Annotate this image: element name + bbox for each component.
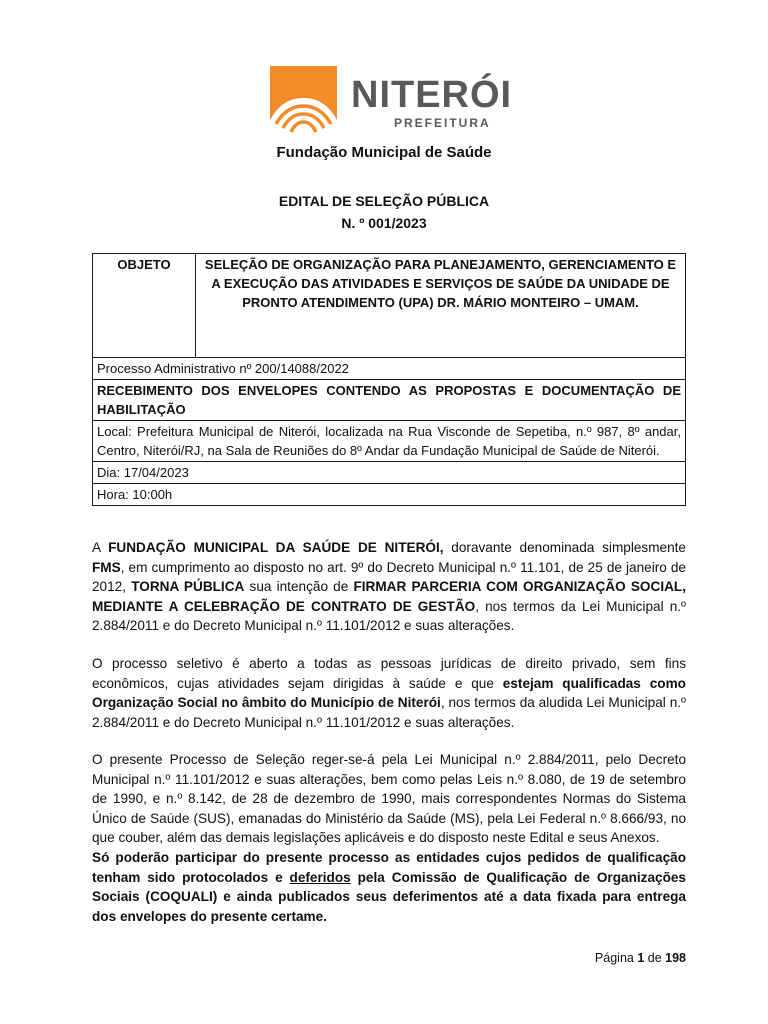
paragraph-legislation <box>92 750 686 926</box>
edital-number: N. º 001/2023 <box>341 215 427 231</box>
processo-row <box>93 358 686 380</box>
dia-row <box>93 462 686 484</box>
p3-text-1: O presente Processo de Seleção reger-se-á pela Lei Municipal n.º 2.884/2011, pelo Decreto Municipal n.º 11.101/2012 e suas alterações, bem como pelas Leis n.º 8.080, de 19 de setembro de 1990, e n.º 8.142, de 28 de dezembro de 1990, mais correspondentes Normas do Sistema Único de Saúde (SUS), emanadas do Ministério da Saúde (MS), pela Lei Federal n.º 8.666/93, no que couber, além das demais legislações aplicáveis e do disposto neste Edital e seus Anexos. <box>92 752 686 846</box>
hora-cell: Hora: 10:00h <box>93 484 686 506</box>
p1-text-4: sua intenção de <box>244 579 354 595</box>
dia-cell: Dia: 17/04/2023 <box>93 462 686 484</box>
p2-bold-qualificadas: estejam qualificadas como Organização Social no âmbito do Município de Niterói <box>92 675 686 711</box>
hora-row <box>93 484 686 506</box>
local-row <box>93 421 686 462</box>
p3-bold-1: Só poderão participar do presente processo as entidades cujos pedidos de qualificação tenham sido protocolados e <box>92 849 686 885</box>
objeto-label: OBJETO <box>93 254 196 358</box>
paragraph-intro <box>92 538 686 636</box>
foundation-name: Fundação Municipal de Saúde <box>276 144 492 161</box>
edital-info-table <box>92 253 686 506</box>
objeto-text: SELEÇÃO DE ORGANIZAÇÃO PARA PLANEJAMENTO, GERENCIAMENTO E A EXECUÇÃO DAS ATIVIDADES E SERVIÇOS DE SAÚDE DA UNIDADE DE PRONTO ATENDIMENTO (UPA) DR. MÁRIO MONTEIRO – UMAM. <box>196 254 686 358</box>
p2-text-1: O processo seletivo é aberto a todas as pessoas jurídicas de direito privado, sem fins econômicos, cujas atividades sejam dirigidas à saúde e que <box>92 656 686 691</box>
logo-name: NITERÓI <box>351 74 513 116</box>
paragraph-eligibility <box>92 654 686 732</box>
p1-text-3: , em cumprimento ao disposto no art. 9º do Decreto Municipal n.º 11.101, de 25 de janeiro de 2012, <box>92 559 686 595</box>
p3-bold-2: pela Comissão de Qualificação de Organizações Sociais (COQUALI) e ainda publicados seus deferimentos até a data fixada para entrega dos envelopes do presente certame. <box>92 869 686 924</box>
p1-bold-torna-publica: TORNA PÚBLICA <box>131 579 245 595</box>
page-label: Página <box>594 951 638 965</box>
p1-text-2: doravante denominada simplesmente <box>443 540 686 555</box>
edital-title <box>0 190 768 234</box>
objeto-row <box>93 254 686 358</box>
p3-bold-underline-deferidos: deferidos <box>289 869 351 885</box>
page-current: 1 <box>637 951 645 965</box>
p2-text-2: , nos termos da aludida Lei Municipal n.º 2.884/2011 e do Decreto Municipal n.º 11.101/2012 e suas alterações. <box>92 695 686 730</box>
local-cell: Local: Prefeitura Municipal de Niterói, localizada na Rua Visconde de Sepetiba, n.º 987, 8º andar, Centro, Niterói/RJ, na Sala de Reuniões do 8º Andar da Fundação Municipal de Saúde de Niterói. <box>93 421 686 462</box>
p1-text-1: A <box>92 540 109 555</box>
p1-bold-parceria: FIRMAR PARCERIA COM ORGANIZAÇÃO SOCIAL, MEDIANTE A CELEBRAÇÃO DE CONTRATO DE GESTÃO <box>92 579 686 614</box>
recebimento-row <box>93 380 686 421</box>
recebimento-cell: RECEBIMENTO DOS ENVELOPES CONTENDO AS PROPOSTAS E DOCUMENTAÇÃO DE HABILITAÇÃO <box>93 380 686 421</box>
page-sep: de <box>644 951 666 965</box>
edital-title-line1: EDITAL DE SELEÇÃO PÚBLICA <box>278 193 490 209</box>
processo-cell: Processo Administrativo nº 200/14088/2022 <box>93 358 686 380</box>
page-total: 198 <box>665 951 686 965</box>
p1-text-5: , nos termos da Lei Municipal n.º 2.884/2011 e do Decreto Municipal n.º 11.101/2012 e suas alterações. <box>92 598 687 634</box>
p1-bold-fms: FMS <box>92 559 121 575</box>
page-number <box>595 950 686 966</box>
prefeitura-niteroi-logo <box>270 66 520 136</box>
niteroi-arch-logo-icon <box>270 66 337 135</box>
p1-bold-fms-name: FUNDAÇÃO MUNICIPAL DA SAÚDE DE NITERÓI, <box>108 540 444 555</box>
logo-subtitle: PREFEITURA <box>394 116 491 130</box>
